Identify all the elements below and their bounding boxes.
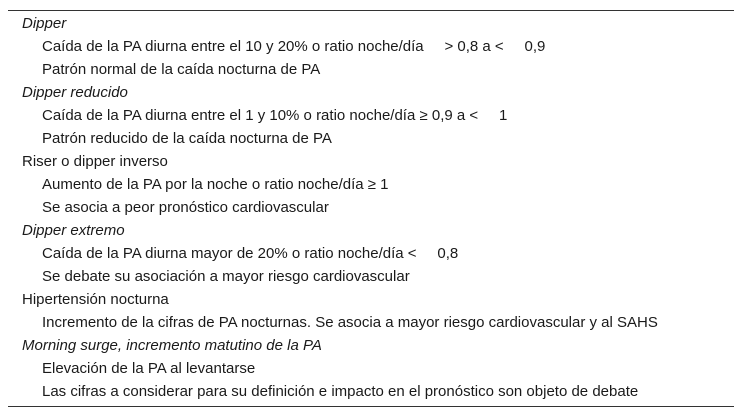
classification-table xyxy=(8,10,734,407)
detail-row: Caída de la PA diurna entre el 10 y 20% o ratio noche/día > 0,8 a < 0,9 xyxy=(42,38,546,55)
category-row-morning-surge: Morning surge, incremento matutino de la PA xyxy=(22,337,322,354)
detail-row: Elevación de la PA al levantarse xyxy=(42,360,256,377)
detail-row: Caída de la PA diurna entre el 1 y 10% o ratio noche/día ≥ 0,9 a < 1 xyxy=(42,107,508,124)
detail-row: Patrón normal de la caída nocturna de PA xyxy=(42,61,321,78)
category-row-riser: Riser o dipper inverso xyxy=(22,153,168,170)
category-row-hipertension-nocturna: Hipertensión nocturna xyxy=(22,291,169,308)
category-row-dipper-extremo: Dipper extremo xyxy=(22,222,125,239)
detail-row: Patrón reducido de la caída nocturna de PA xyxy=(42,130,332,147)
detail-row: Se debate su asociación a mayor riesgo cardiovascular xyxy=(42,268,410,285)
detail-row: Caída de la PA diurna mayor de 20% o ratio noche/día < 0,8 xyxy=(42,245,459,262)
detail-row: Las cifras a considerar para su definición e impacto en el pronóstico son objeto de debate xyxy=(42,383,639,400)
detail-row: Incremento de la cifras de PA nocturnas. Se asocia a mayor riesgo cardiovascular y al SAHS xyxy=(42,314,658,331)
detail-row: Se asocia a peor pronóstico cardiovascular xyxy=(42,199,329,216)
detail-row: Aumento de la PA por la noche o ratio noche/día ≥ 1 xyxy=(42,176,389,193)
category-row-dipper: Dipper xyxy=(22,15,67,32)
category-row-dipper-reducido: Dipper reducido xyxy=(22,84,128,101)
